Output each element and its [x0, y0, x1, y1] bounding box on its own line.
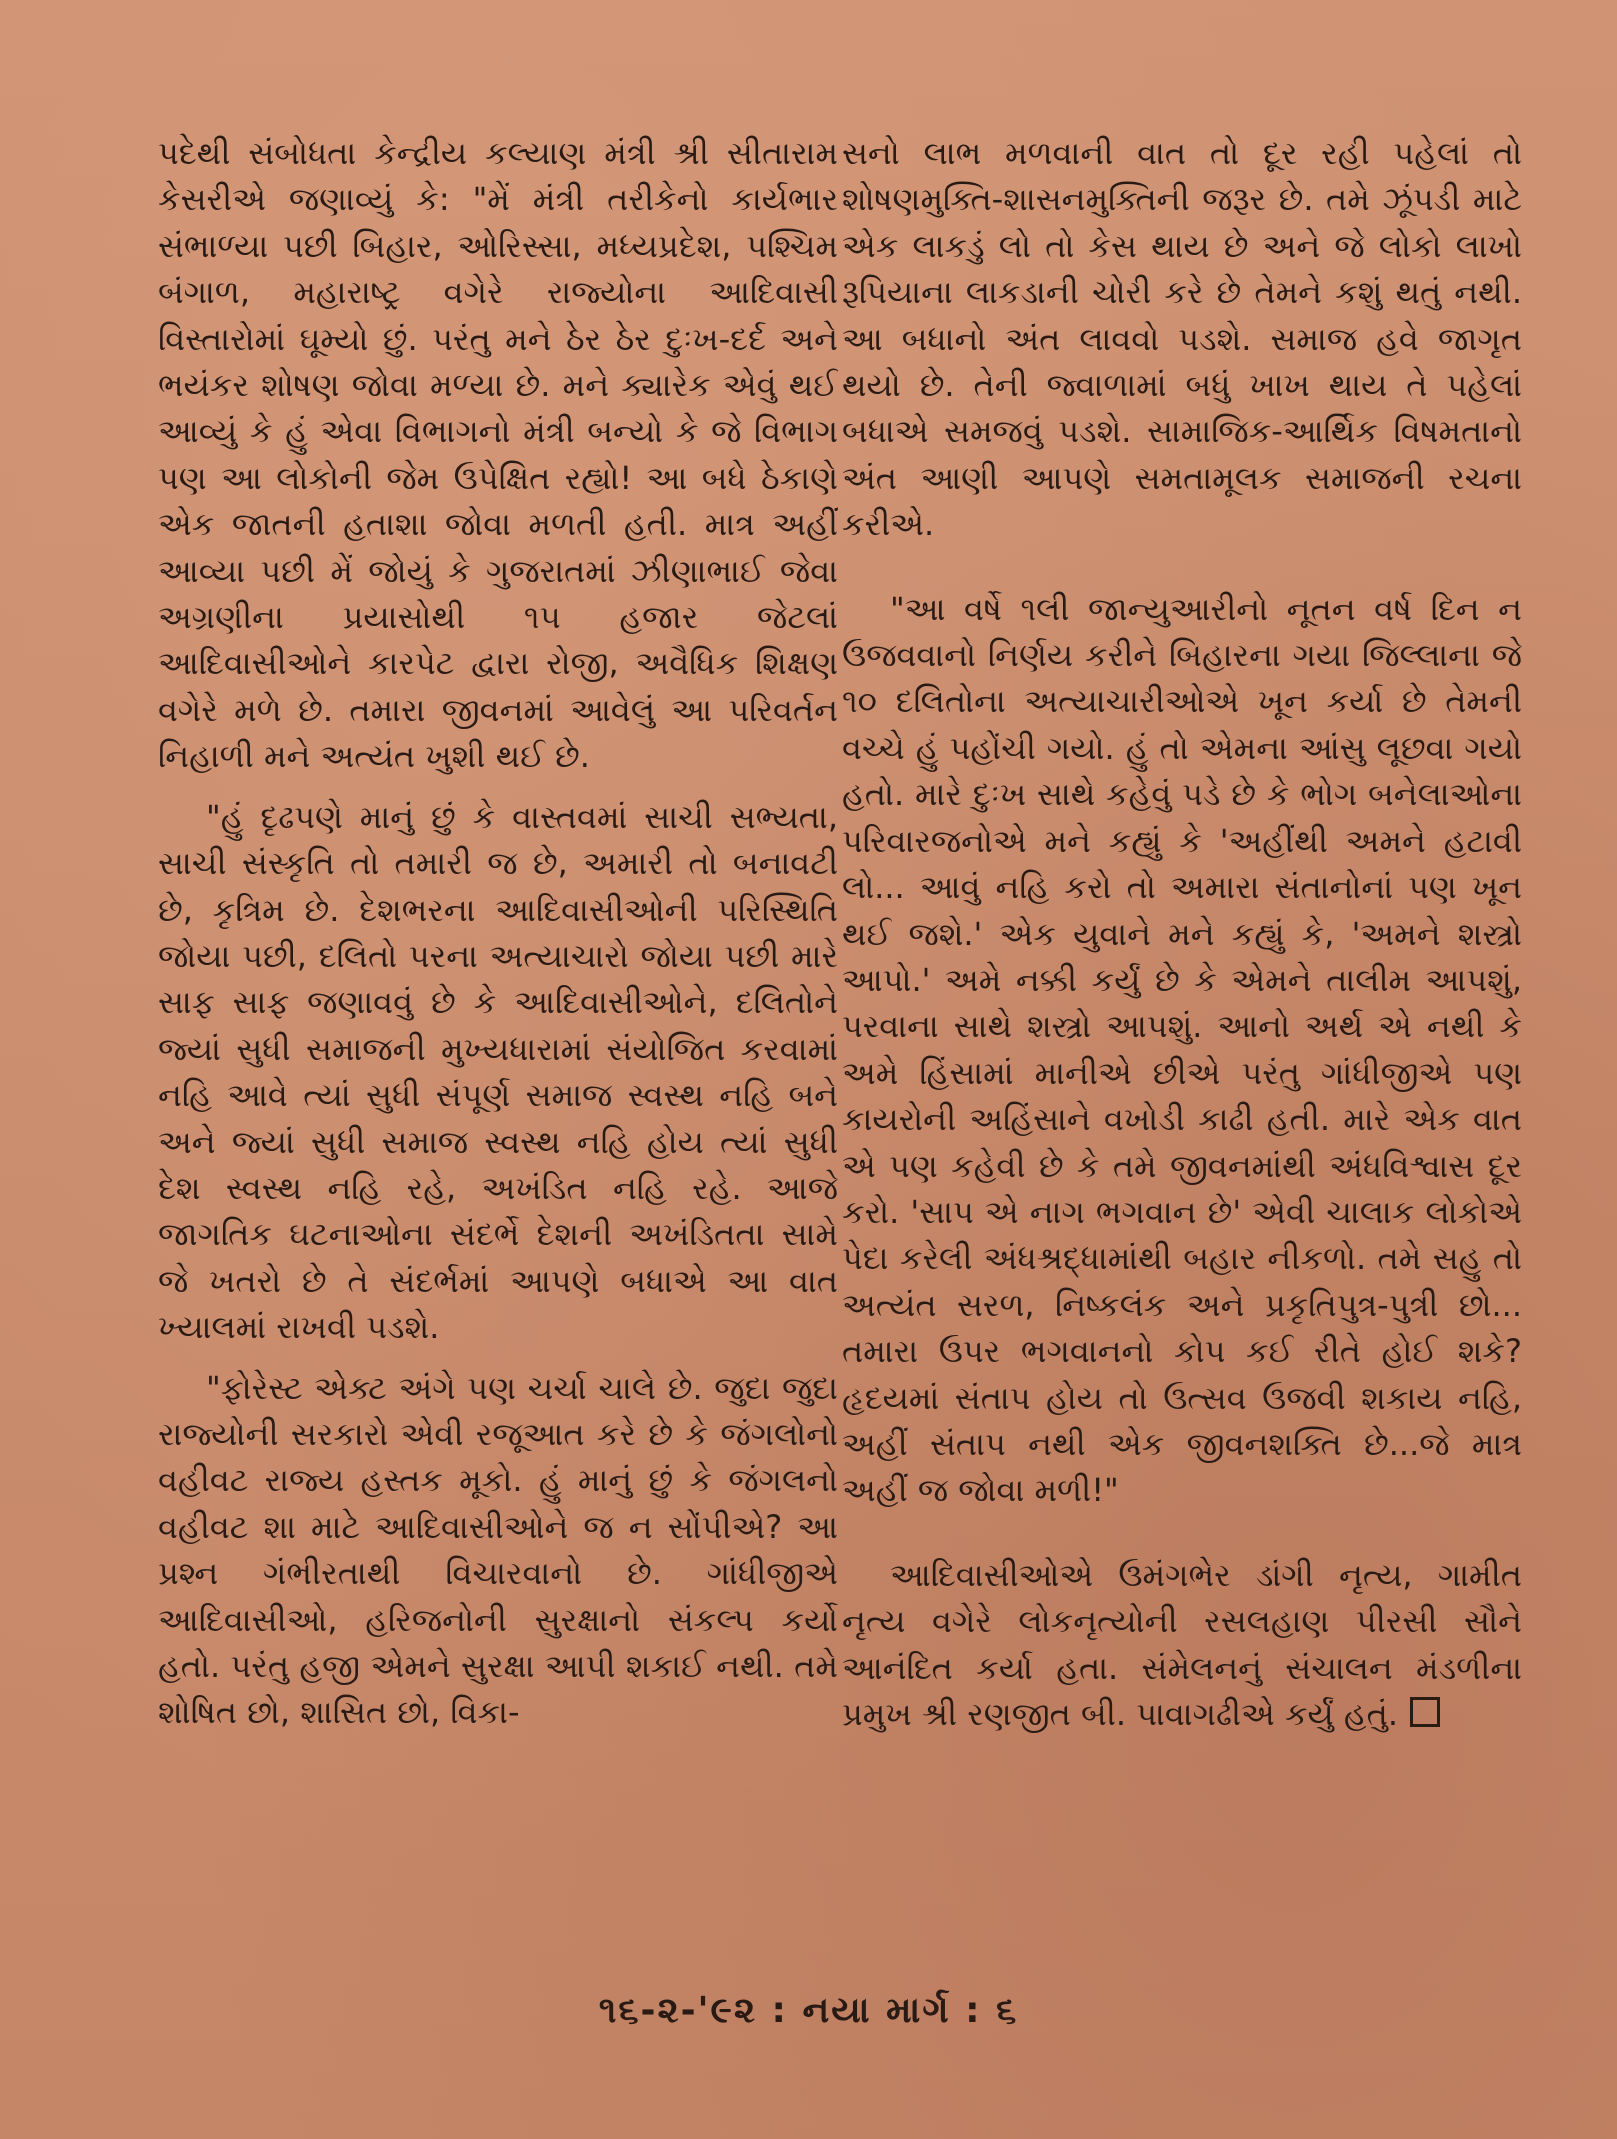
page-footer: ૧૬-૨-'૯૨ : નયા માર્ગ : ૬	[598, 1990, 1019, 2031]
closing-paragraph-text: આદિવાસીઓએ ઉમંગભેર ડાંગી નૃત્ય, ગામીત નૃત્ય વગેરે લોકનૃત્યોની રસલહાણ પીરસી સૌને આનંદિત કર્યા હતા. સંમેલનનું સંચાલન મંડળીના પ્રમુખ શ્રી રણજીત બી. પાવાગઢીએ કર્યું હતું.	[842, 1555, 1522, 1733]
right-column	[842, 130, 1522, 1920]
article-paragraph: પદેથી સંબોધતા કેન્દ્રીય કલ્યાણ મંત્રી શ્રી સીતારામ કેસરીએ જણાવ્યું કે: "મેં મંત્રી તરીકેનો કાર્યભાર સંભાળ્યા પછી બિહાર, ઓરિસ્સા, મધ્યપ્રદેશ, પશ્ચિમ બંગાળ, મહારાષ્ટ્ર વગેરે રાજ્યોના આદિવાસી વિસ્તારોમાં ઘૂમ્યો છું. પરંતુ મને ઠેર ઠેર દુઃખ-દર્દ અને ભયંકર શોષણ જોવા મળ્યા છે. મને ક્યારેક એવું થઈ આવ્યું કે હું એવા વિભાગનો મંત્રી બન્યો કે જે વિભાગ પણ આ લોકોની જેમ ઉપેક્ષિત રહ્યો! આ બધે ઠેકાણે એક જાતની હતાશા જોવા મળતી હતી. માત્ર અહીં આવ્યા પછી મેં જોયું કે ગુજરાતમાં ઝીણાભાઈ જેવા અગ્રણીના પ્રયાસોથી ૧૫ હજાર જેટલાં આદિવાસીઓને કારપેટ દ્વારા રોજી, અવૈધિક શિક્ષણ વગેરે મળે છે. તમારા જીવનમાં આવેલું આ પરિવર્તન નિહાળી મને અત્યંત ખુશી થઈ છે.	[158, 134, 838, 776]
article-paragraph	[842, 1552, 1522, 1738]
article-paragraph: "આ વર્ષે ૧લી જાન્યુઆરીનો નૂતન વર્ષ દિન ન ઉજવવાનો નિર્ણય કરીને બિહારના ગયા જિલ્લાના જે ૧૦ દલિતોના અત્યાચારીઓએ ખૂન કર્યા છે તેમની વચ્ચે હું પહોંચી ગયો. હું તો એમના આંસુ લૂછવા ગયો હતો. મારે દુઃખ સાથે કહેવું પડે છે કે ભોગ બનેલાઓના પરિવારજનોએ મને કહ્યું કે 'અહીંથી અમને હટાવી લો... આવું નહિ કરો તો અમારા સંતાનોનાં પણ ખૂન થઈ જશે.' એક યુવાને મને કહ્યું કે, 'અમને શસ્ત્રો આપો.' અમે નક્કી કર્યું છે કે એમને તાલીમ આપશું, પરવાના સાથે શસ્ત્રો આપશું. આનો અર્થ એ નથી કે અમે હિંસામાં માનીએ છીએ પરંતુ ગાંધીજીએ પણ કાયરોની અહિંસાને વખોડી કાઢી હતી. મારે એક વાત એ પણ કહેવી છે કે તમે જીવનમાંથી અંધવિશ્વાસ દૂર કરો. 'સાપ એ નાગ ભગવાન છે' એવી ચાલાક લોકોએ પેદા કરેલી અંધશ્રદ્ધામાંથી બહાર નીકળો. તમે સહુ તો અત્યંત સરળ, નિષ્કલંક અને પ્રકૃતિપુત્ર-પુત્રી છો... તમારા ઉપર ભગવાનનો કોપ કઈ રીતે હોઈ શકે? હૃદયમાં સંતાપ હોય તો ઉત્સવ ઉજવી શકાય નહિ, અહીં સંતાપ નથી એક જીવનશક્તિ છે...જે માત્ર અહીં જ જોવા મળી!"	[842, 589, 1522, 1510]
left-column	[158, 130, 838, 2010]
article-paragraph: સનો લાભ મળવાની વાત તો દૂર રહી પહેલાં તો શોષણમુક્તિ-શાસનમુક્તિની જરૂર છે. તમે ઝૂંપડી માટે એક લાકડું લો તો કેસ થાય છે અને જે લોકો લાખો રૂપિયાના લાકડાની ચોરી કરે છે તેમને કશું થતું નથી. આ બધાનો અંત લાવવો પડશે. સમાજ હવે જાગૃત થયો છે. તેની જ્વાળામાં બધું ખાખ થાય તે પહેલાં બધાએ સમજવું પડશે. સામાજિક-આર્થિક વિષમતાનો અંત આણી આપણે સમતામૂલક સમાજની રચના કરીએ.	[842, 134, 1522, 544]
article-paragraph: "ફોરેસ્ટ એક્ટ અંગે પણ ચર્ચા ચાલે છે. જુદા જુદા રાજ્યોની સરકારો એવી રજૂઆત કરે છે કે જંગલોનો વહીવટ રાજ્ય હસ્તક મૂકો. હું માનું છું કે જંગલનો વહીવટ શા માટે આદિવાસીઓને જ ન સોંપીએ? આ પ્રશ્ન ગંભીરતાથી વિચારવાનો છે. ગાંધીજીએ આદિવાસીઓ, હરિજનોની સુરક્ષાનો સંકલ્પ કર્યો હતો. પરંતુ હજી એમને સુરક્ષા આપી શકાઈ નથી. તમે શોષિત છો, શાસિત છો, વિકા-	[158, 1368, 838, 1732]
article-paragraph: "હું દૃઢપણે માનું છું કે વાસ્તવમાં સાચી સભ્યતા, સાચી સંસ્કૃતિ તો તમારી જ છે, અમારી તો બનાવટી છે, કૃત્રિમ છે. દેશભરના આદિવાસીઓની પરિસ્થિતિ જોયા પછી, દલિતો પરના અત્યાચારો જોયા પછી મારે સાફ સાફ જણાવવું છે કે આદિવાસીઓને, દલિતોને જ્યાં સુધી સમાજની મુખ્યધારામાં સંયોજિત કરવામાં નહિ આવે ત્યાં સુધી સંપૂર્ણ સમાજ સ્વસ્થ નહિ બને અને જ્યાં સુધી સમાજ સ્વસ્થ નહિ હોય ત્યાં સુધી દેશ સ્વસ્થ નહિ રહે, અખંડિત નહિ રહે. આજે જાગતિક ઘટનાઓના સંદર્ભે દેશની અખંડિતતા સામે જે ખતરો છે તે સંદર્ભમાં આપણે બધાએ આ વાત ખ્યાલમાં રાખવી પડશે.	[158, 797, 838, 1347]
end-of-article-box-icon	[1410, 1697, 1440, 1727]
